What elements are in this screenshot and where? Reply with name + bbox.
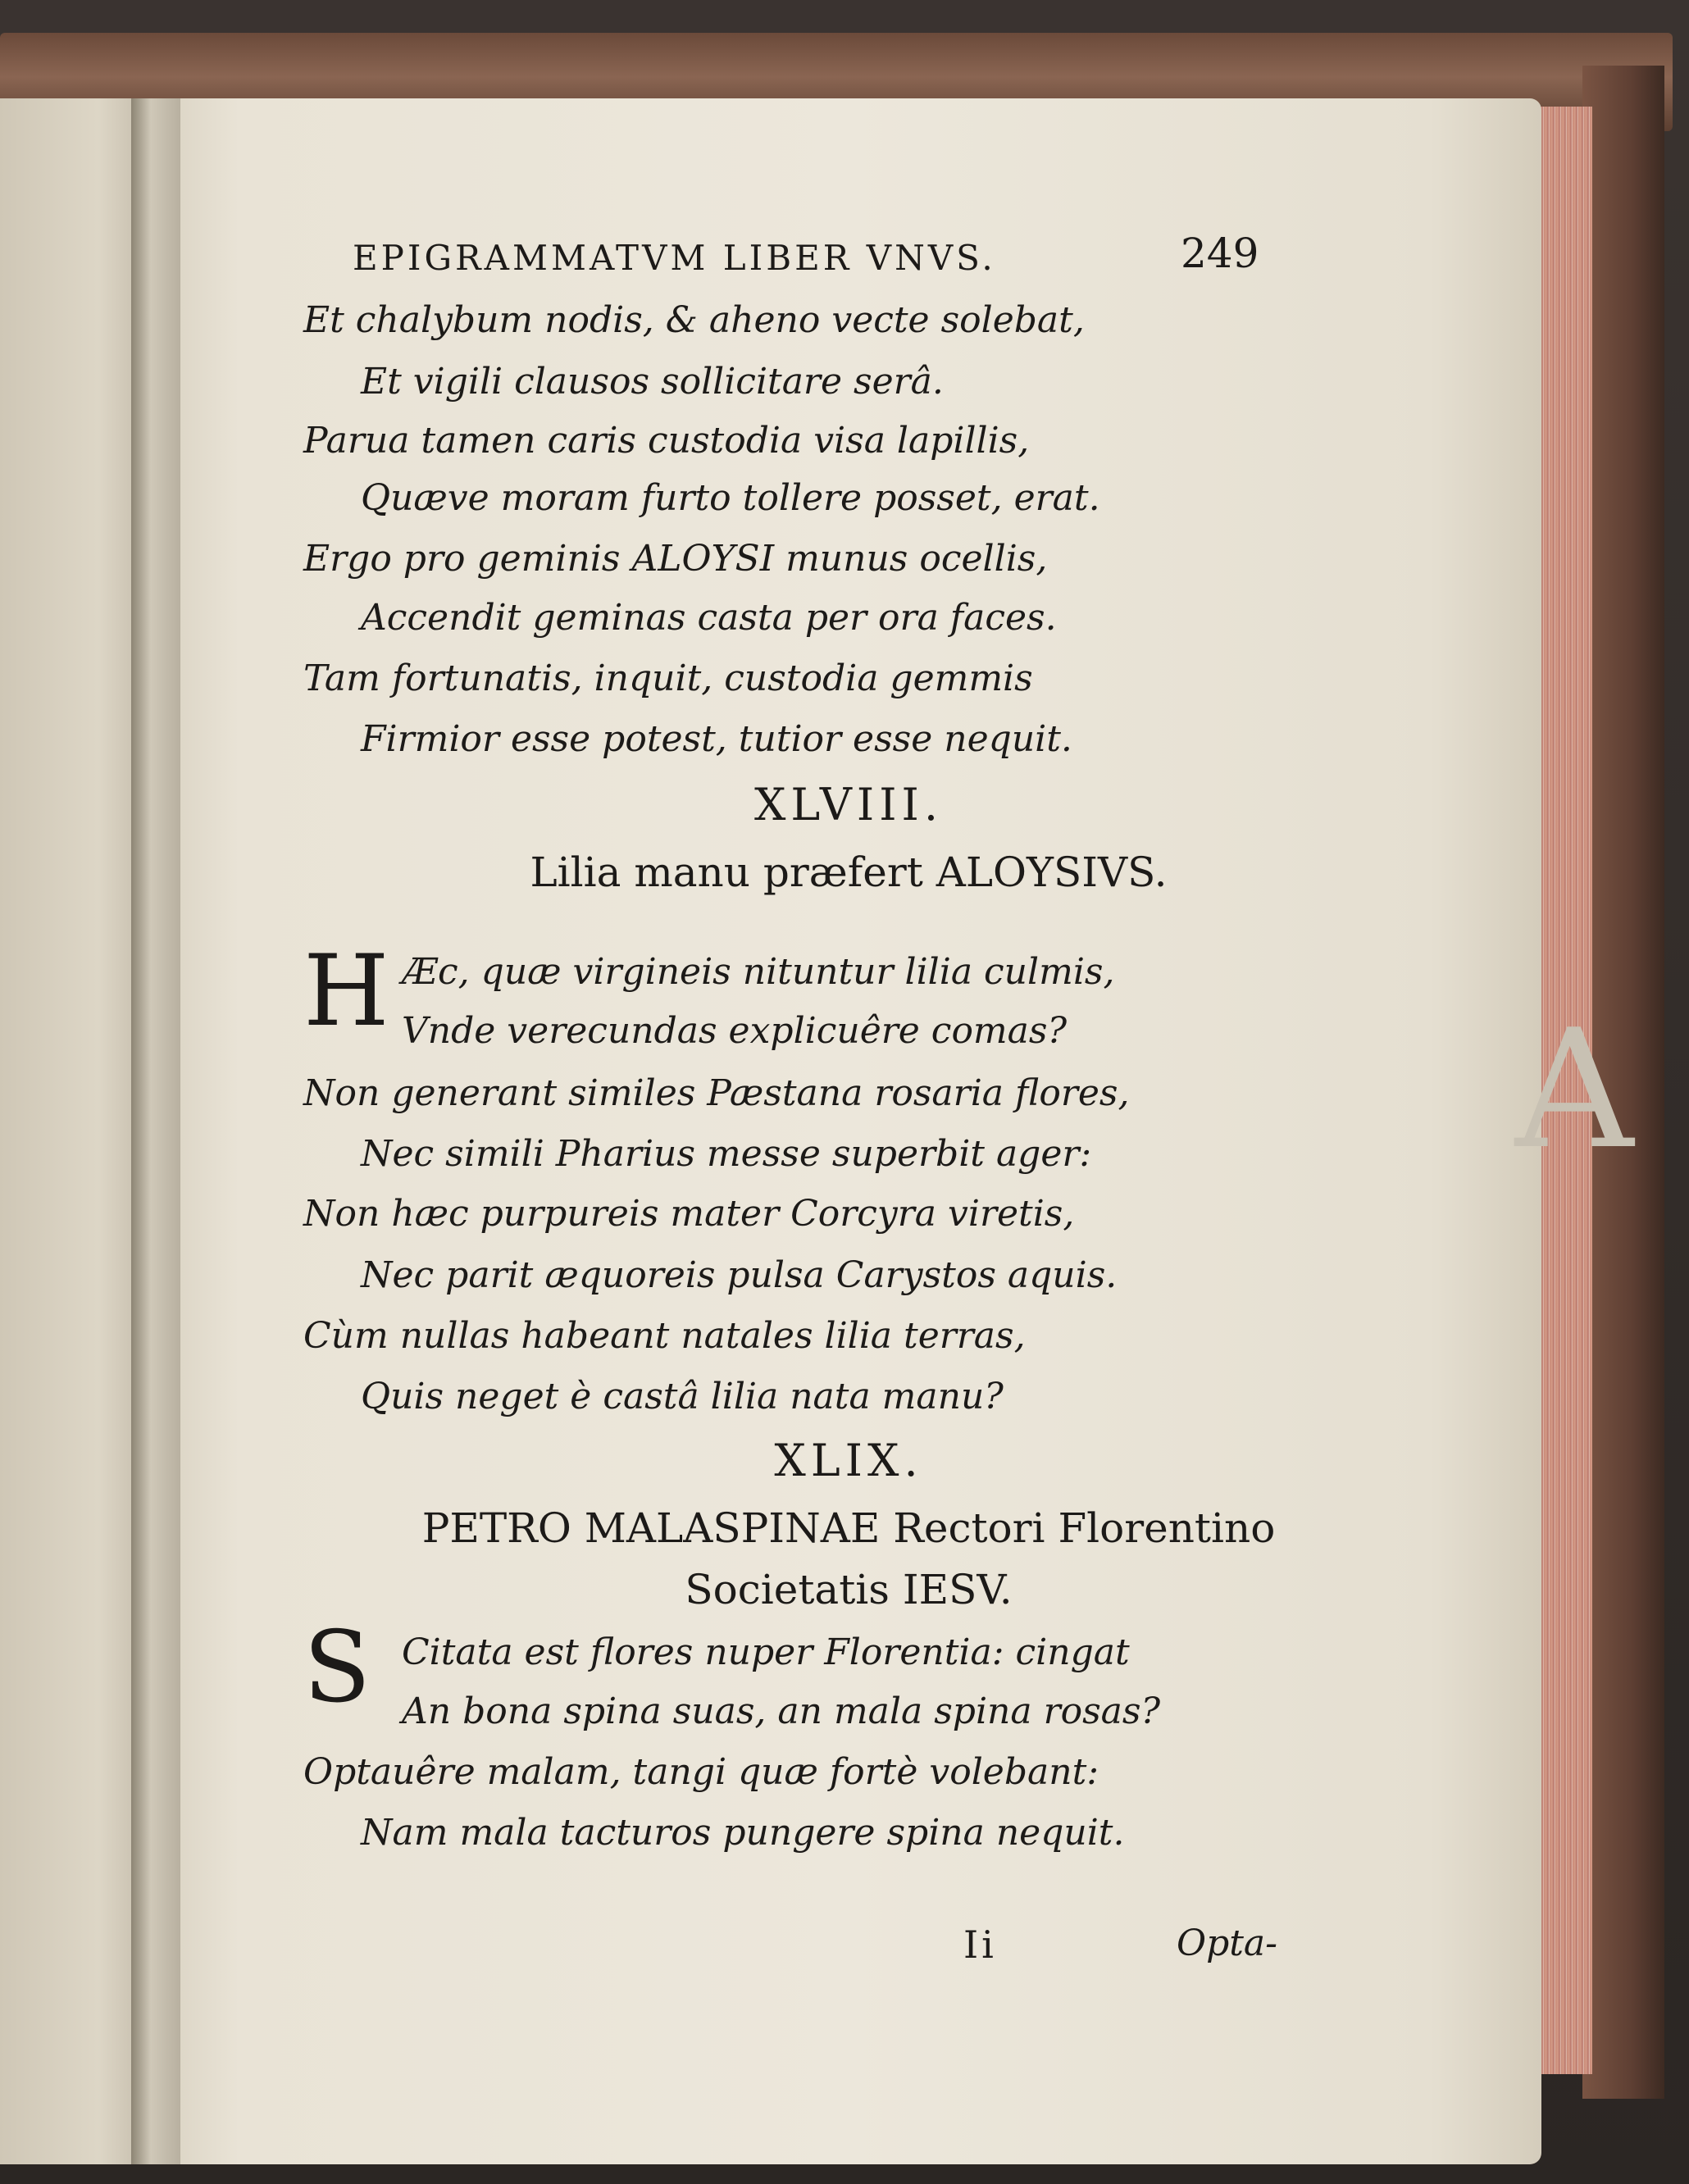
section-subtitle: Societatis IESV. [685,1566,1013,1613]
verse-line: Nam mala tacturos pungere spina nequit. [361,1812,1125,1854]
verse-line: Citata est flores nuper Florentia: cingat [402,1631,1130,1673]
signature-mark: Ii [963,1922,997,1967]
verse-line: Nec parit æquoreis pulsa Carystos aquis. [361,1254,1118,1296]
verse-line: Parua tamen caris custodia visa lapillis, [303,420,1030,462]
section-title: Lilia manu præfert ALOYSIVS. [530,849,1168,896]
drop-cap: H [303,935,389,1049]
verse-line: An bona spina suas, an mala spina rosas? [402,1690,1161,1732]
verse-line: Cùm nullas habeant natales lilia terras, [303,1315,1026,1357]
verse-line: Accendit geminas casta per ora faces. [361,597,1057,639]
section-title: PETRO MALASPINAE Rectori Florentino [421,1504,1276,1552]
catchword: Opta- [1177,1922,1278,1964]
verse-line: Quis neget è castâ lilia nata manu? [361,1376,1004,1417]
verse-line: Tam fortunatis, inquit, custodia gemmis [303,657,1033,699]
verse-line: Et chalybum nodis, & aheno vecte solebat, [303,299,1085,341]
section-number: XLIX. [774,1435,923,1486]
verse-line: Non generant similes Pæstana rosaria flores, [303,1072,1130,1114]
running-title: EPIGRAMMATVM LIBER VNVS. [353,238,996,278]
book-gutter [131,98,180,2164]
verse-line: Quæve moram furto tollere posset, erat. [361,477,1100,519]
verse-line: Vnde verecundas explicuêre comas? [402,1010,1068,1052]
verse-line: Ergo pro geminis ALOYSI munus ocellis, [303,538,1048,580]
right-page [156,98,1634,2164]
verse-line: Nec simili Pharius messe superbit ager: [361,1133,1092,1175]
show-through-letter: A [1514,994,1634,1185]
verse-line: Æc, quæ virgineis nituntur lilia culmis, [402,951,1115,993]
verse-line: Non hæc purpureis mater Corcyra viretis, [303,1193,1075,1235]
drop-cap: S [303,1611,371,1725]
verse-line: Firmior esse potest, tutior esse nequit. [361,718,1072,760]
verse-line: Optauêre malam, tangi quæ fortè volebant: [303,1751,1099,1793]
page-text [156,98,1541,2164]
verse-line: Et vigili clausos sollicitare serâ. [361,361,944,403]
section-number: XLVIII. [753,779,944,830]
page-number: 249 [1181,230,1259,277]
